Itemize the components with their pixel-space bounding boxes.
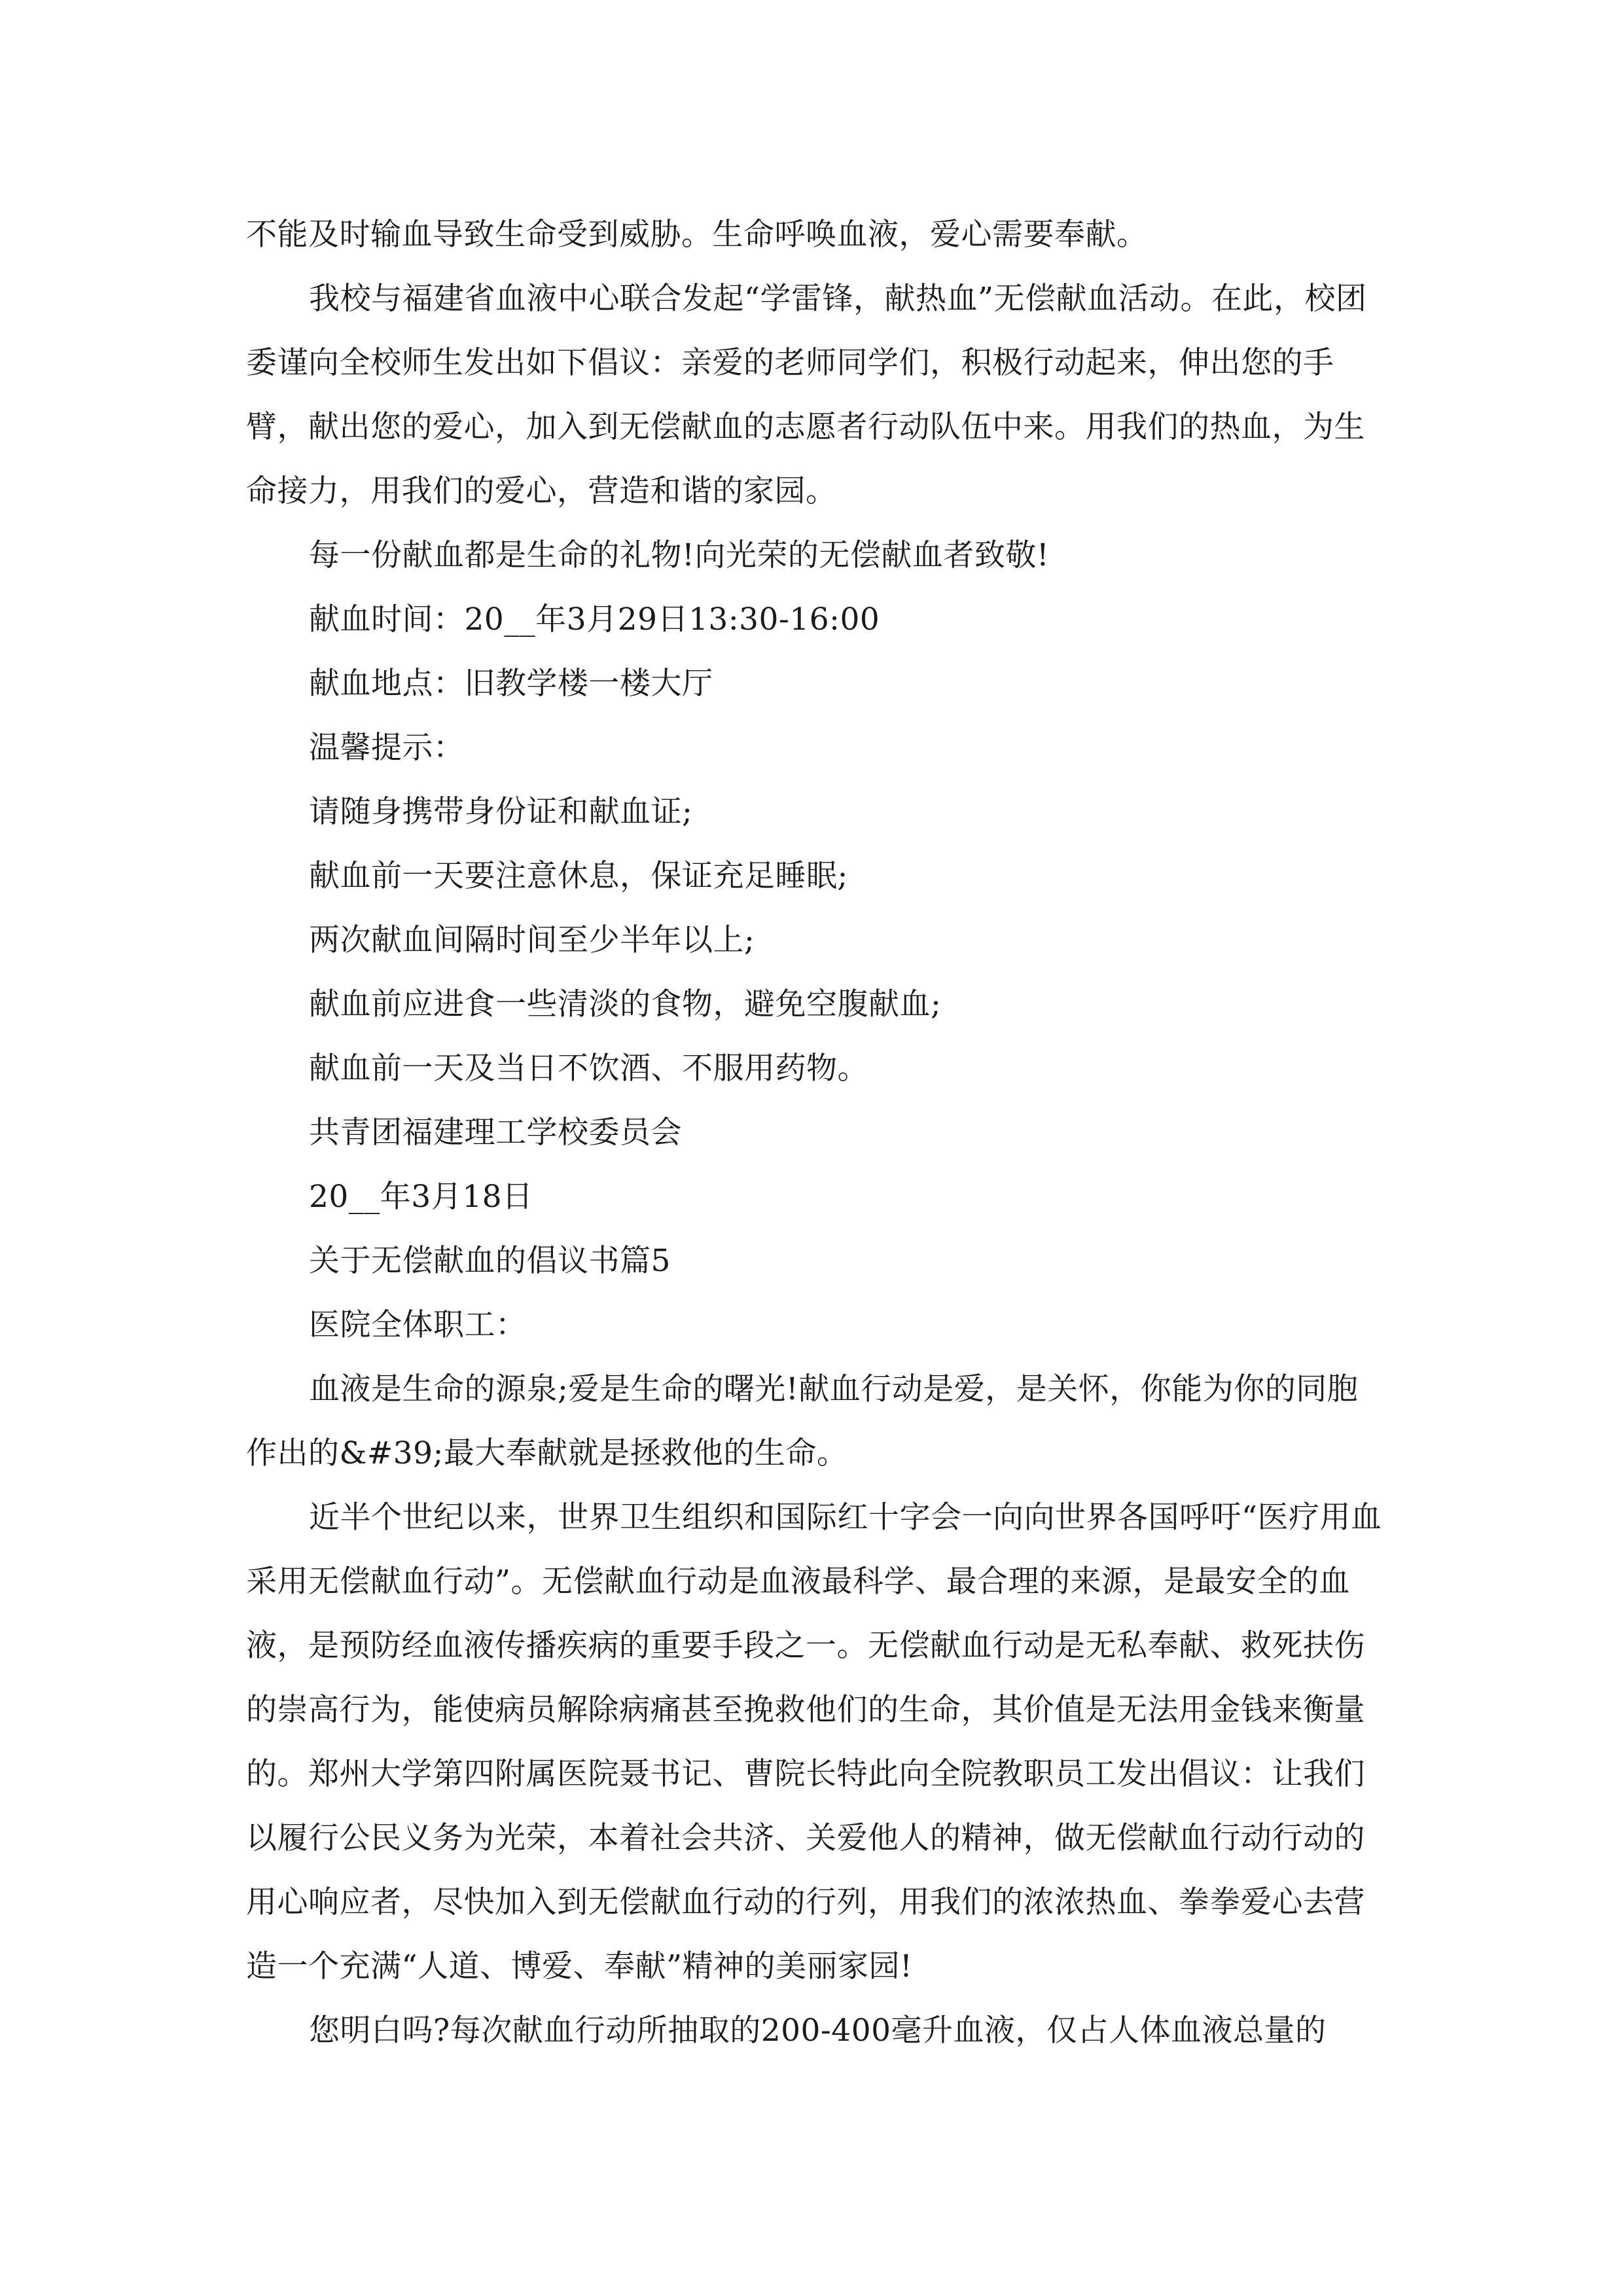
section-title: 关于无偿献血的倡议书篇5: [309, 1243, 671, 1279]
paragraph-tribute: 每一份献血都是生命的礼物!向光荣的无偿献血者致敬!: [309, 537, 1050, 573]
donation-time: 献血时间：20__年3月29日13:30-16:00: [309, 601, 880, 637]
tip-item: 请随身携带身份证和献血证;: [309, 794, 693, 830]
signature-organization: 共青团福建理工学校委员会: [309, 1115, 682, 1151]
tips-heading: 温馨提示：: [309, 730, 465, 766]
tip-item: 两次献血间隔时间至少半年以上;: [309, 922, 755, 958]
donation-location: 献血地点：旧教学楼一楼大厅: [309, 666, 713, 702]
paragraph-blood-source: 血液是生命的源泉;爱是生命的曙光!献血行动是爱，是关怀，你能为你的同胞作出的&#39;最大奉献就是拯救他的生命。: [246, 1371, 1359, 1471]
signature-date: 20__年3月18日: [309, 1179, 533, 1215]
paragraph-history: 近半个世纪以来，世界卫生组织和国际红十字会一向向世界各国呼吁“医疗用血采用无偿献血行动”。无偿献血行动是血液最科学、最合理的来源，是最安全的血液，是预防经血液传播疾病的重要手段之一。无偿献血行动是无私奉献、救死扶伤的崇高行为，能使病员解除病痛甚至挽救他们的生命，其价值是无法用金钱来衡量的。郑州大学第四附属医院聂书记、曹院长特此向全院教职员工发出倡议：让我们以履行公民义务为光荣，本着社会共济、关爱他人的精神，做无偿献血行动行动的用心响应者，尽快加入到无偿献血行动的行列，用我们的浓浓热血、拳拳爱心去营造一个充满“人道、博爱、奉献”精神的美丽家园!: [246, 1499, 1382, 1984]
salutation: 医院全体职工：: [309, 1307, 527, 1343]
paragraph-question: 您明白吗?每次献血行动所抽取的200-400毫升血液，仅占人体血液总量的: [309, 2013, 1327, 2049]
tip-item: 献血前一天要注意休息，保证充足睡眠;: [309, 858, 848, 894]
paragraph-initiative: 我校与福建省血液中心联合发起“学雷锋，献热血”无偿献血活动。在此，校团委谨向全校师生发出如下倡议：亲爱的老师同学们，积极行动起来，伸出您的手臂，献出您的爱心，加入到无偿献血的志愿者行动队伍中来。用我们的热血，为生命接力，用我们的爱心，营造和谐的家园。: [246, 281, 1367, 509]
tip-item: 献血前应进食一些清淡的食物，避免空腹献血;: [309, 986, 942, 1022]
document-body: [246, 203, 1385, 2063]
tip-item: 献血前一天及当日不饮酒、不服用药物。: [309, 1050, 868, 1086]
paragraph-continued: 不能及时输血导致生命受到威胁。生命呼唤血液，爱心需要奉献。: [246, 217, 1148, 253]
